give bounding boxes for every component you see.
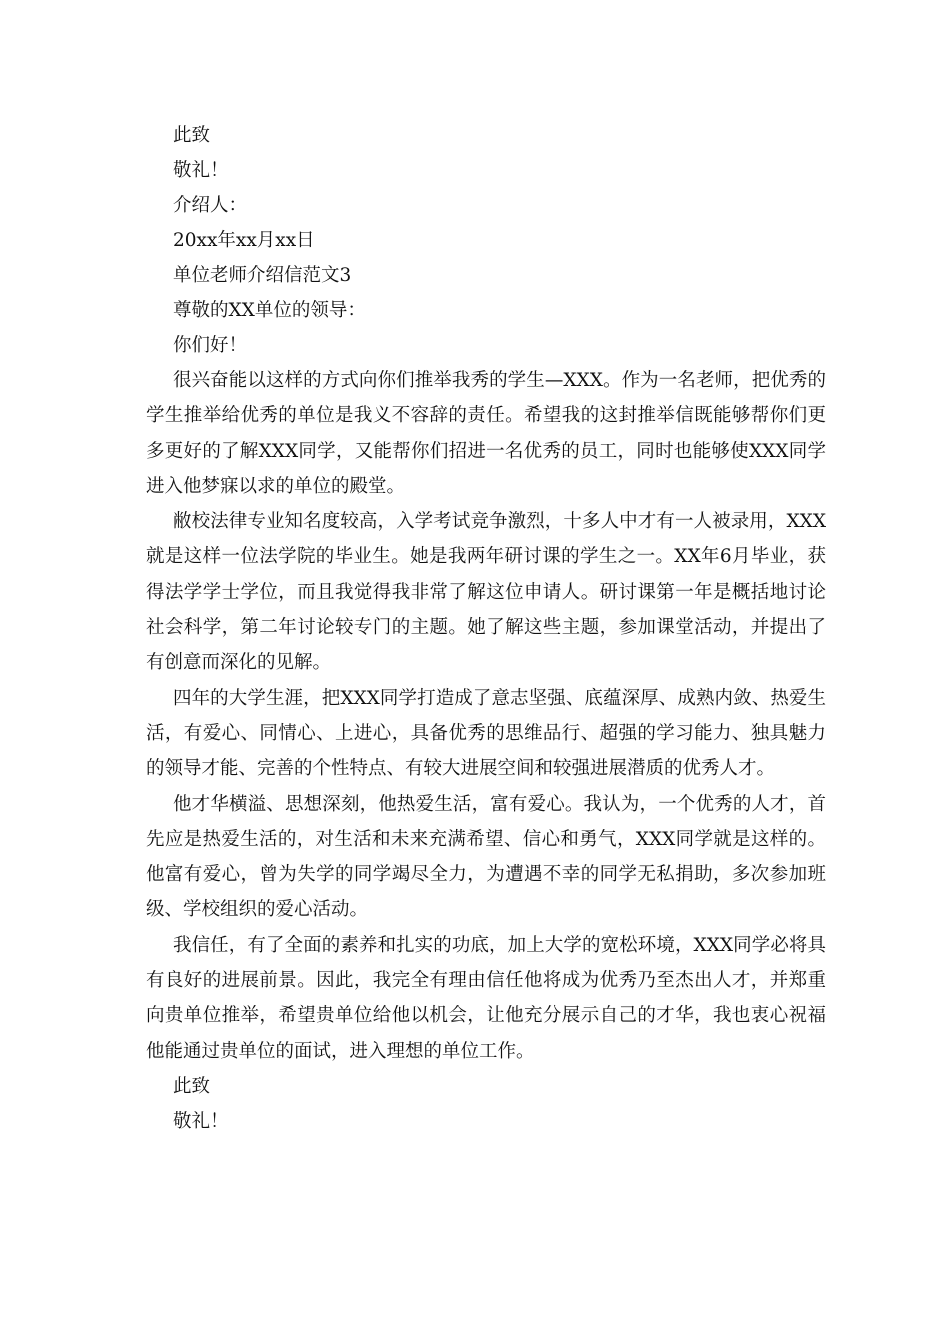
introducer-label: 介绍人： <box>173 195 248 216</box>
body-paragraph-4: 他才华横溢、思想深刻，他热爱生活，富有爱心。我认为，一个优秀的人才，首先应是热爱生活的，对生活和未来充满希望、信心和勇气，XXX同学就是这样的。他富有爱心，曾为失学的同学竭尽全力，为遭遇不幸的同学无私捐助，多次参加班级、学校组织的爱心活动。 <box>146 793 826 921</box>
body-paragraph-1: 很兴奋能以这样的方式向你们推举我秀的学生—XXX。作为一名老师，把优秀的学生推举给优秀的单位是我义不容辞的责任。希望我的这封推举信既能够帮你们更多更好的了解XXX同学，又能帮你们招进一名优秀的员工，同时也能够使XXX同学进入他梦寐以求的单位的殿堂。 <box>146 370 826 497</box>
opening-greeting: 你们好！ <box>173 335 248 356</box>
recipient-greeting: 尊敬的XX单位的领导： <box>173 300 366 321</box>
body-paragraph-3: 四年的大学生涯，把XXX同学打造成了意志坚强、底蕴深厚、成熟内敛、热爱生活，有爱心、同情心、上进心，具备优秀的思维品行、超强的学习能力、独具魅力的领导才能、完善的个性特点、有较大进展空间和较强进展潜质的优秀人才。 <box>146 687 826 780</box>
closing-salutation: 此致 <box>173 125 211 146</box>
letter-body <box>146 118 826 1139</box>
section-title: 单位老师介绍信范文3 <box>173 265 352 286</box>
closing-respect-2: 敬礼！ <box>173 1110 229 1132</box>
body-paragraph-2: 敝校法律专业知名度较高，入学考试竞争激烈，十多人中才有一人被录用，XXX就是这样一位法学院的毕业生。她是我两年研讨课的学生之一。XX年6月毕业，获得法学学士学位，而且我觉得我非常了解这位申请人。研讨课第一年是概括地讨论社会科学，第二年讨论较专门的主题。她了解这些主题，参加课堂活动，并提出了有创意而深化的见解。 <box>146 511 826 674</box>
body-paragraph-5: 我信任，有了全面的素养和扎实的功底，加上大学的宽松环境，XXX同学必将具有良好的进展前景。因此，我完全有理由信任他将成为优秀乃至杰出人才，并郑重向贵单位推举，希望贵单位给他以机会，让他充分展示自己的才华，我也衷心祝福他能通过贵单位的面试，进入理想的单位工作。 <box>146 934 826 1062</box>
closing-respect: 敬礼！ <box>173 160 229 181</box>
closing-salutation-2: 此致 <box>173 1075 211 1097</box>
letter-date: 20xx年xx月xx日 <box>173 230 315 251</box>
